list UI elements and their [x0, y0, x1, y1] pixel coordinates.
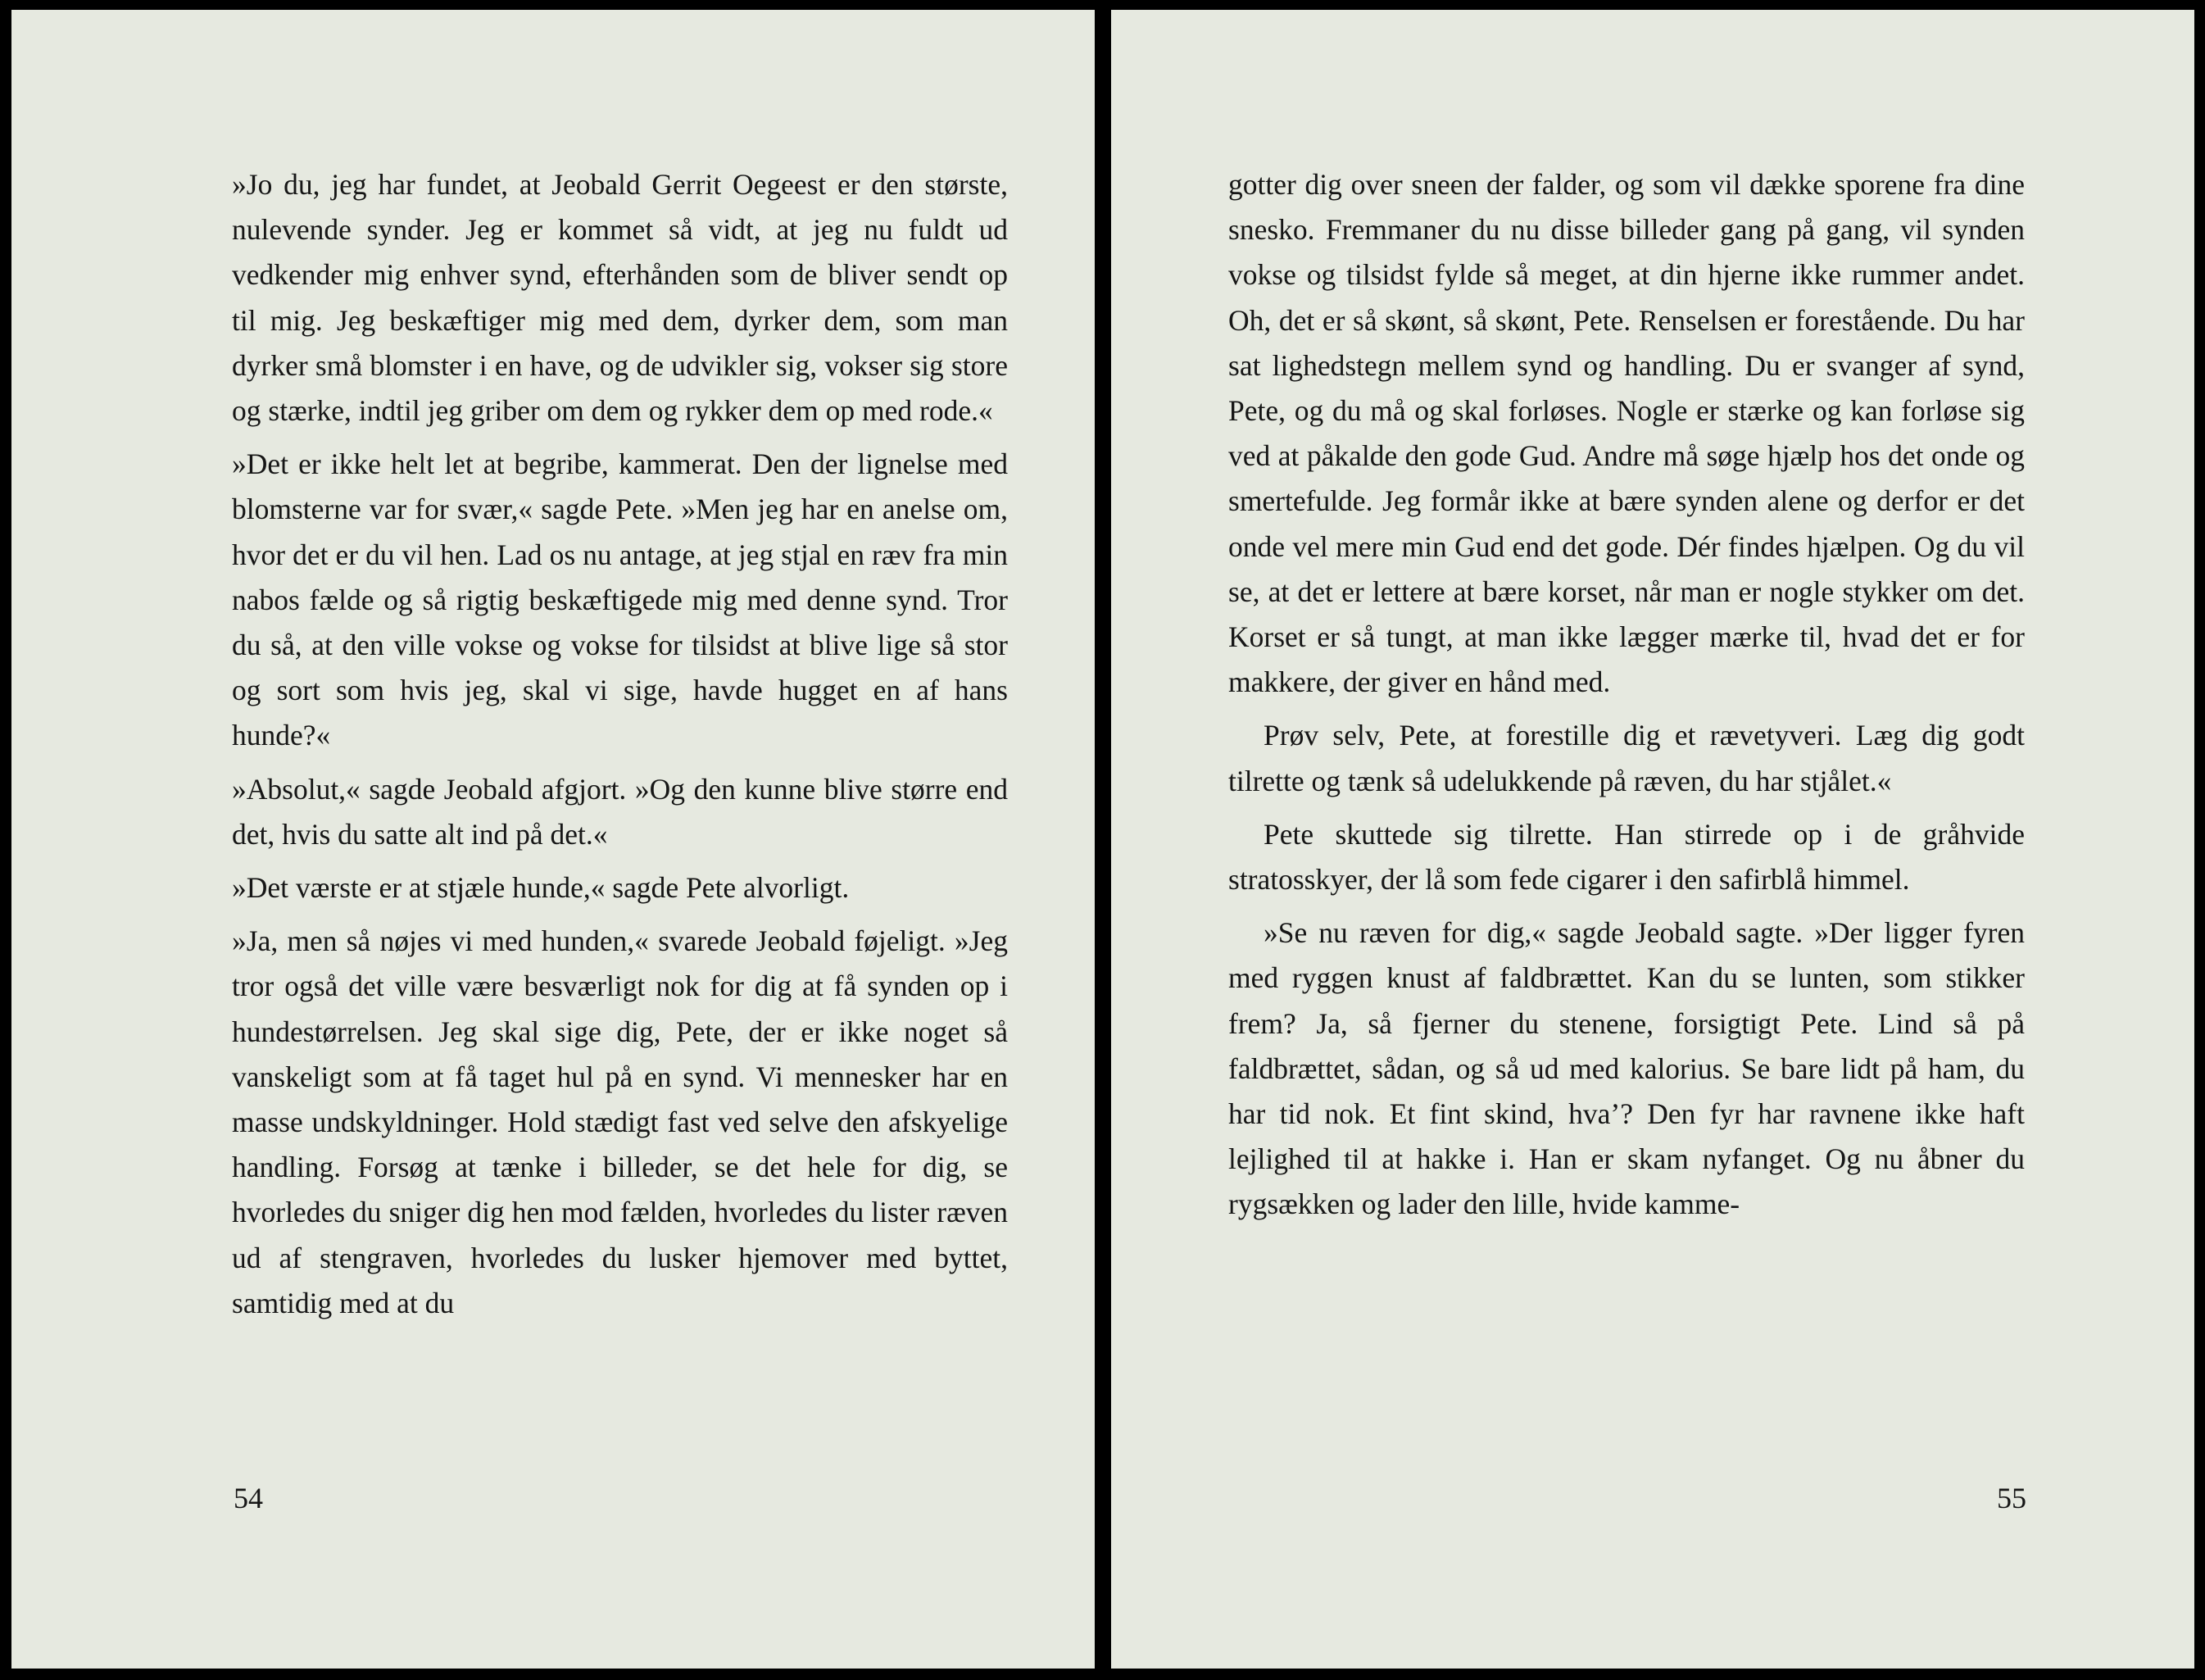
- page-number: 54: [234, 1482, 263, 1514]
- paragraph: Pete skuttede sig tilrette. Han stirrede op i de gråhvide stratosskyer, der lå som fede cigarer i den safirblå himmel.: [1228, 817, 2025, 897]
- page-number: 55: [1997, 1482, 2026, 1514]
- paragraph: Prøv selv, Pete, at forestille dig et rævetyveri. Læg dig godt tilrette og tænk så udelukkende på ræven, du har stjålet.«: [1228, 719, 2025, 797]
- left-page-text: [232, 162, 1008, 1334]
- paragraph: »Det værste er at stjæle hunde,« sagde Pete alvorligt.: [232, 871, 850, 905]
- paragraph: »Det er ikke helt let at begribe, kammerat. Den der lignelse med blomsterne var for svær,« sagde Pete. »Men jeg har en anelse om, hvor det er du vil hen. Lad os nu antage, at jeg stjal en ræv fra min nabos fælde og så rigtig beskæftigede mig med denne synd. Tror du så, at den ville vokse og vokse for tilsidst at blive lige så stor og sort som hvis jeg, skal vi sige, havde hugget en af hans hunde?«: [232, 447, 1008, 752]
- paragraph: »Ja, men så nøjes vi med hunden,« svarede Jeobald føjeligt. »Jeg tror også det ville være besværligt nok for dig at få synden op i hundestørrelsen. Jeg skal sige dig, Pete, der er ikke noget så vanskeligt som at få taget hul på en synd. Vi mennesker har en masse undskyldninger. Hold stædigt fast ved selve den afskyelige handling. Forsøg at tænke i billeder, se det hele for dig, se hvorledes du sniger dig hen mod fælden, hvorledes du lister ræven ud af stengraven, hvorledes du lusker hjemover med byttet, samtidig med at du: [232, 924, 1008, 1319]
- right-page: [1111, 10, 2194, 1669]
- right-page-text: [1228, 162, 2025, 1236]
- book-gutter: [1095, 10, 1111, 1669]
- paragraph: »Se nu ræven for dig,« sagde Jeobald sagte. »Der ligger fyren med ryggen knust af faldbrættet. Kan du se lunten, som stikker frem? Ja, så fjerner du stenene, forsigtigt Pete. Lind så på faldbrættet, sådan, og så ud med kalorius. Se bare lidt på ham, du har tid nok. Et fint skind, hva’? Den fyr har ravnene ikke haft lejlighed til at hakke i. Han er skam nyfanget. Og nu åbner du rygsækken og lader den lille, hvide kamme-: [1228, 916, 2025, 1221]
- left-page: [11, 10, 1095, 1669]
- paragraph: »Jo du, jeg har fundet, at Jeobald Gerrit Oegeest er den største, nulevende synder. Jeg er kommet så vidt, at jeg nu fuldt ud vedkender mig enhver synd, efterhånden som de bliver sendt op til mig. Jeg beskæftiger mig med dem, dyrker dem, som man dyrker små blomster i en have, og de udvikler sig, vokser sig store og stærke, indtil jeg griber om dem og rykker dem op med rode.«: [232, 168, 1008, 428]
- paragraph: »Absolut,« sagde Jeobald afgjort. »Og den kunne blive større end det, hvis du satte alt ind på det.«: [232, 772, 1008, 851]
- paragraph: gotter dig over sneen der falder, og som vil dække sporene fra dine snesko. Fremmaner du nu disse billeder gang på gang, vil synden vokse og tilsidst fylde så meget, at din hjerne ikke rummer andet. Oh, det er så skønt, så skønt, Pete. Renselsen er forestående. Du har sat lighedstegn mellem synd og handling. Du er svanger af synd, Pete, og du må og skal forløses. Nogle er stærke og kan forløse sig ved at påkalde den gode Gud. Andre må søge hjælp hos det onde og smertefulde. Jeg formår ikke at bære synden alene og derfor er det onde vel mere min Gud end det gode. Dér findes hjælpen. Og du vil se, at det er lettere at bære korset, når man er nogle stykker om det. Korset er så tungt, at man ikke lægger mærke til, hvad det er for makkere, der giver en hånd med.: [1228, 168, 2025, 699]
